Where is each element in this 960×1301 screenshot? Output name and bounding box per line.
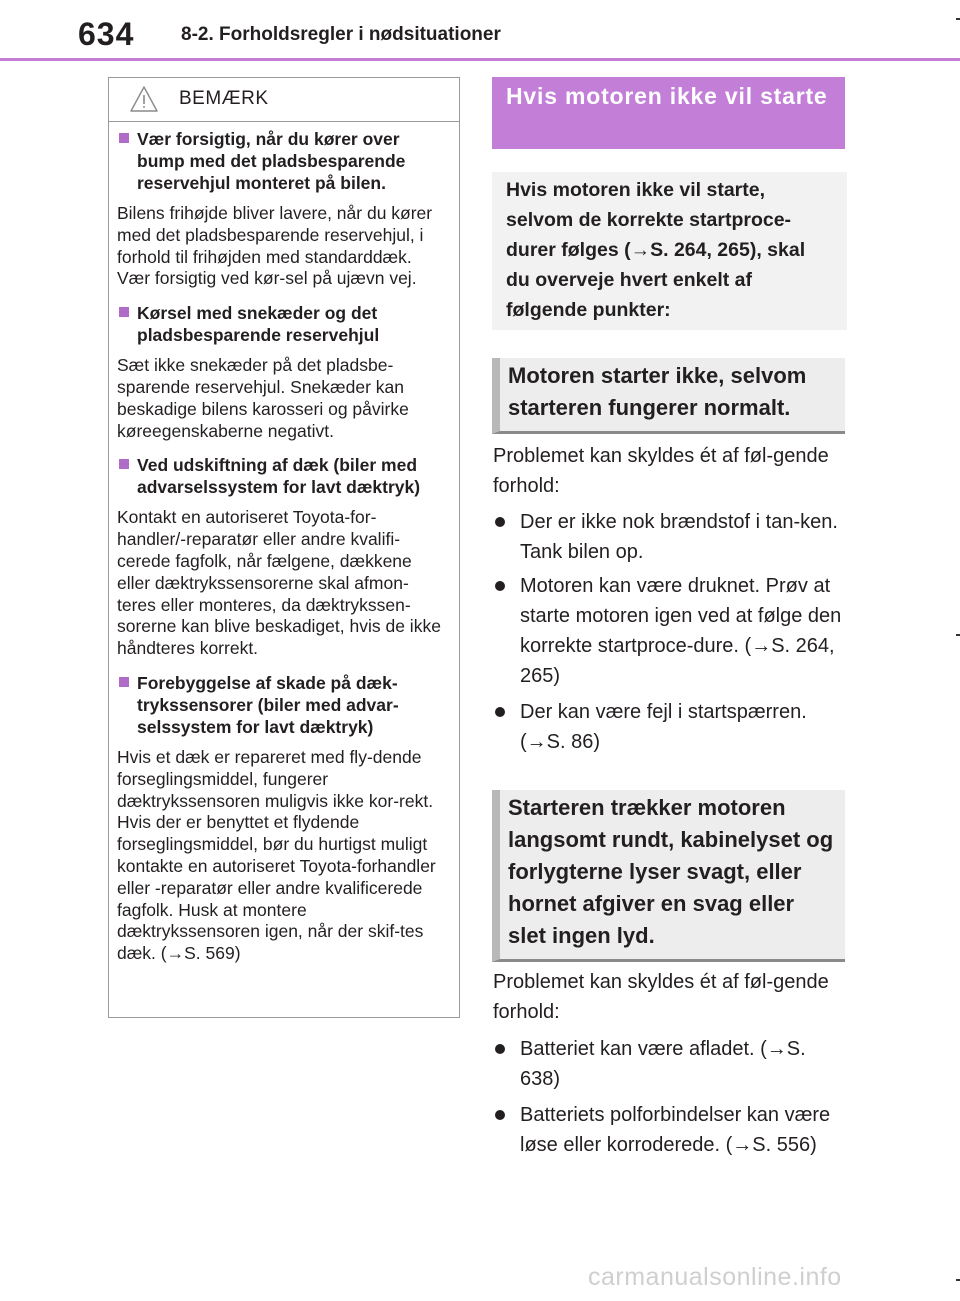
bullet-dot-icon: [495, 1110, 505, 1120]
list-item: Motoren kan være druknet. Prøv at starte motoren igen ved at følge den korrekte startproce-dure. (→S. 264, 265): [493, 571, 843, 691]
caution-item-title: Kørsel med snekæder og det pladsbesparende reservehjul: [137, 303, 380, 346]
page-header: [0, 0, 960, 62]
watermark: carmanualsonline.info: [588, 1263, 842, 1291]
bullet-dot-icon: [495, 517, 505, 527]
caution-item: [117, 302, 445, 442]
list-item: Batteriet kan være afladet. (→S. 638): [493, 1034, 843, 1094]
caution-header: [109, 78, 459, 122]
caution-item: [117, 128, 445, 290]
caution-item: [117, 454, 445, 660]
caution-label: BEMÆRK: [179, 88, 269, 109]
intro-box: Hvis motoren ikke vil starte, selvom de korrekte startproce-durer følges (→S. 264, 265), skal du overveje hvert enkelt af følgende punkter:: [492, 172, 847, 330]
caution-box: [108, 77, 460, 1018]
square-bullet-icon: [119, 677, 129, 687]
subheading: Motoren starter ikke, selvom starteren fungerer normalt.: [492, 358, 845, 434]
square-bullet-icon: [119, 133, 129, 143]
header-rule: [0, 58, 960, 61]
caution-item-title: Vær forsigtig, når du kører over bump med det pladsbesparende reservehjul monteret på bilen.: [137, 129, 406, 193]
caution-item-text: Sæt ikke snekæder på det pladsbe-sparende reservehjul. Snekæder kan beskadige bilens karosseri og påvirke køreegenskaberne negativt.: [117, 355, 409, 441]
subheading: Starteren trækker motoren langsomt rundt, kabinelyset og forlygterne lyser svagt, eller hornet afgiver en svag eller slet ingen lyd.: [492, 790, 845, 962]
caution-item-title: Forebyggelse af skade på dæk-trykssensorer (biler med advar-selssystem for lavt dæktryk): [137, 672, 399, 737]
caution-item-text: Kontakt en autoriseret Toyota-for-handler/-reparatør eller andre kvalifi-cerede fagfolk, når fælgene, dækkene eller dæktrykssensorerne skal afmon-teres eller monteres, da dæktrykssen-sorerne kan blive beskadiget, hvis de ikke håndteres korrekt.: [117, 507, 441, 659]
caution-item-text: Bilens frihøjde bliver lavere, når du kører med det pladsbesparende reservehjul, i forhold til frihøjden med standarddæk. Vær forsigtig ved kør-sel på ujævn vej.: [117, 203, 433, 289]
caution-item-title: Ved udskiftning af dæk (biler med advarselssystem for lavt dæktryk): [137, 455, 421, 498]
edge-tick: [956, 634, 960, 636]
square-bullet-icon: [119, 307, 129, 317]
edge-tick: [956, 18, 960, 20]
bullet-dot-icon: [495, 707, 505, 717]
square-bullet-icon: [119, 459, 129, 469]
edge-tick: [956, 1279, 960, 1281]
caution-item: [117, 672, 445, 965]
warning-triangle-icon: [129, 85, 159, 113]
list-item: Batteriets polforbindelser kan være løse eller korroderede. (→S. 556): [493, 1100, 843, 1160]
lead-paragraph: Problemet kan skyldes ét af føl-gende forhold:: [493, 971, 829, 1023]
section-title: 8-2. Forholdsregler i nødsituationer: [181, 24, 501, 45]
main-heading: Hvis motoren ikke vil starte: [492, 77, 845, 149]
list-item: Der er ikke nok brændstof i tan-ken. Tank bilen op.: [493, 507, 843, 567]
list-item: Der kan være fejl i startspærren. (→S. 86): [493, 697, 843, 757]
bullet-dot-icon: [495, 581, 505, 591]
caution-body: [109, 128, 459, 965]
bullet-dot-icon: [495, 1044, 505, 1054]
caution-item-text: Hvis et dæk er repareret med fly-dende forseglingsmiddel, fungerer dæktrykssensoren muligvis ikke kor-rekt. Hvis der er benyttet et flydende forseglingsmiddel, bør du hurtigst muligt kontakte en autoriseret Toyota-forhandler eller -reparatør eller andre kvalificerede fagfolk. Husk at montere dæktrykssensoren igen, når der skif-tes dæk. (→S. 569): [117, 746, 436, 964]
page-number: 634: [78, 16, 135, 52]
lead-paragraph: Problemet kan skyldes ét af føl-gende forhold:: [493, 445, 829, 497]
